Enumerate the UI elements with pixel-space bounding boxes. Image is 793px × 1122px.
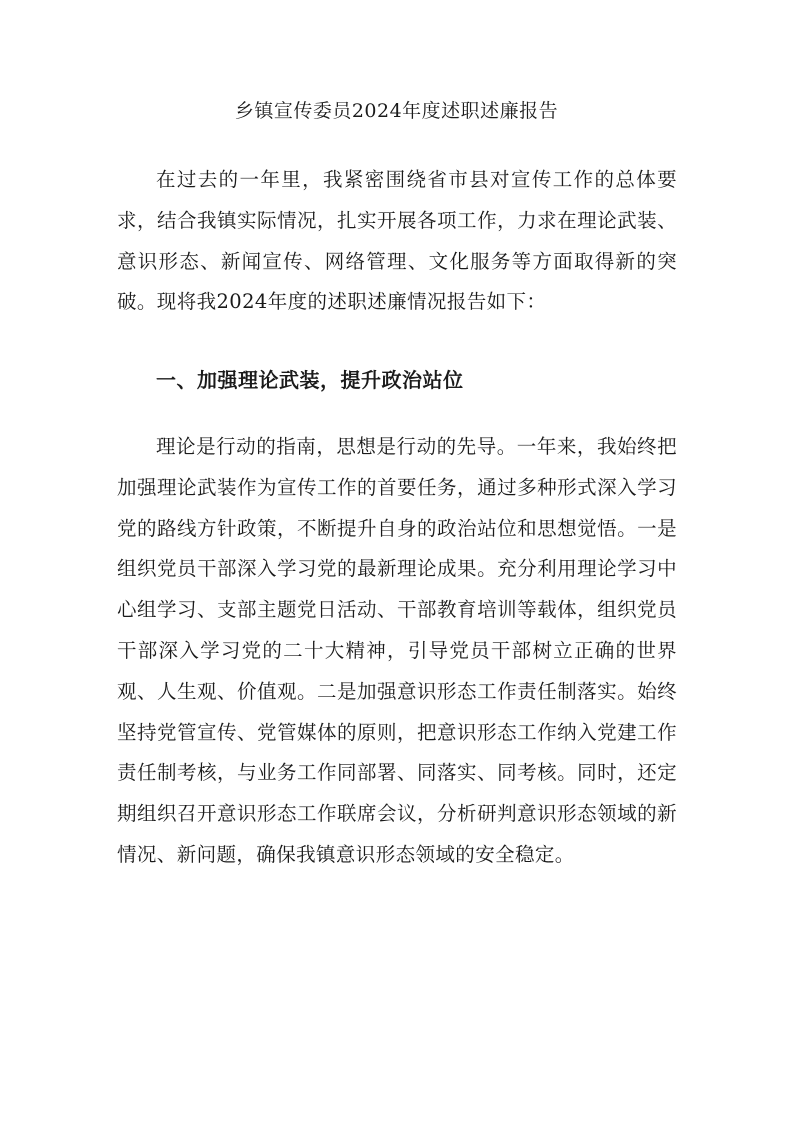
document-title: 乡镇宣传委员2024年度述职述廉报告 [234, 100, 559, 122]
intro-paragraph: 在过去的一年里，我紧密围绕省市县对宣传工作的总体要求，结合我镇实际情况，扎实开展各项工作，力求在理论武装、意识形态、新闻宣传、网络管理、文化服务等方面取得新的突破。现将我2024年度的述职述廉情况报告如下： [117, 168, 677, 314]
section-heading: 一、加强理论武装，提升政治站位 [156, 368, 464, 392]
section-body-paragraph: 理论是行动的指南，思想是行动的先导。一年来，我始终把加强理论武装作为宣传工作的首要任务，通过多种形式深入学习党的路线方针政策，不断提升自身的政治站位和思想觉悟。一是组织党员干部深入学习党的最新理论成果。充分利用理论学习中心组学习、支部主题党日活动、干部教育培训等载体，组织党员干部深入学习党的二十大精神，引导党员干部树立正确的世界观、人生观、价值观。二是加强意识形态工作责任制落实。始终坚持党管宣传、党管媒体的原则，把意识形态工作纳入党建工作责任制考核，与业务工作同部署、同落实、同考核。同时，还定期组织召开意识形态工作联席会议，分析研判意识形态领域的新情况、新问题，确保我镇意识形态领域的安全稳定。 [117, 435, 677, 866]
